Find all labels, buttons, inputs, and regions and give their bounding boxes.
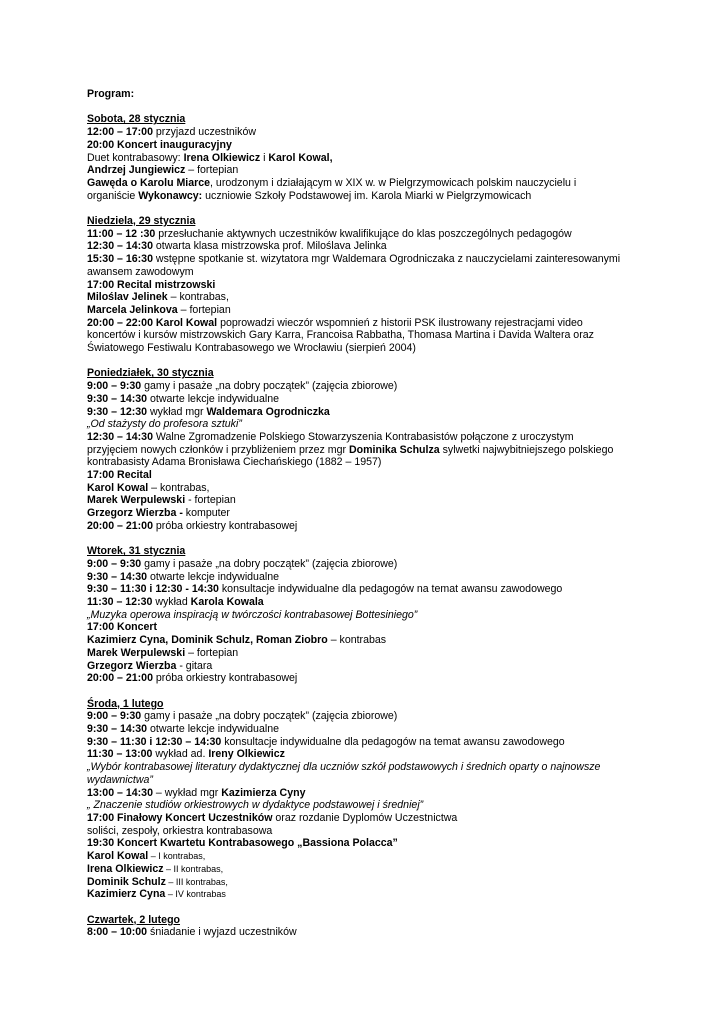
- schedule-line: [87, 431, 677, 444]
- schedule-line: [87, 736, 677, 749]
- schedule-line: [87, 228, 677, 241]
- text-segment: wstępne spotkanie st. wizytatora mgr Waldemara Ogrodniczaka z nauczycielami zainteresowanymi: [152, 253, 621, 266]
- bold-text: 20:00 Koncert inauguracyjny: [87, 138, 232, 151]
- text-segment: oraz rozdanie Dyplomów Uczestnictwa: [272, 812, 458, 824]
- schedule-line: [87, 444, 677, 457]
- text-segment: komputer: [182, 507, 230, 520]
- text-segment: – wykład mgr: [152, 786, 222, 799]
- bold-text: Miloślav Jelinek: [87, 291, 168, 304]
- schedule-line: [87, 126, 677, 139]
- schedule-line: [87, 291, 677, 304]
- bold-text: 12:00 – 17:00: [87, 126, 153, 139]
- text-segment: – II kontrabas,: [163, 863, 224, 874]
- text-segment: wykład ad.: [152, 748, 209, 761]
- text-segment: konsultacje indywidualne dla pedagogów na temat awansu zawodowego: [218, 583, 563, 596]
- bold-text: Grzegorz Wierzba -: [87, 507, 183, 520]
- day-heading: Czwartek, 2 lutego: [87, 913, 181, 926]
- schedule-line: [87, 799, 677, 812]
- text-segment: – kontrabas,: [148, 481, 210, 494]
- bold-text: Irena Olkiewicz: [87, 862, 164, 875]
- text-segment: konsultacje indywidualne dla pedagogów na temat awansu zawodowego: [221, 735, 565, 748]
- bold-text: 9:30 – 14:30: [87, 392, 148, 405]
- schedule-line: [87, 469, 677, 482]
- schedule-line: [87, 787, 677, 800]
- text-segment: awansem zawodowym: [87, 265, 194, 278]
- schedule-line: [87, 888, 677, 901]
- bold-text: 20:00 – 21:00: [87, 519, 153, 532]
- bold-text: 9:00 – 9:30: [87, 557, 142, 570]
- day-heading: Poniedziałek, 30 stycznia: [87, 367, 214, 380]
- text-segment: – fortepian: [177, 303, 231, 316]
- bold-text: Marcela Jelinkova: [87, 303, 178, 316]
- day-heading: Wtorek, 31 stycznia: [87, 545, 186, 558]
- text-segment: przyjazd uczestników: [152, 126, 257, 139]
- schedule-line: [87, 507, 677, 520]
- text-segment: koncertów i kursów mistrzowskich Gary Karra, Francoisa Rabbatha, Thomasa Martina i Davida Waltera oraz: [87, 329, 594, 342]
- bold-text: Wykonawcy:: [138, 189, 203, 202]
- day-section: [87, 545, 677, 685]
- schedule-line: [87, 190, 677, 203]
- schedule-line: [87, 279, 677, 292]
- schedule-line: [87, 926, 677, 939]
- text-segment: sylwetki najwybitniejszego polskiego: [439, 443, 614, 456]
- bold-text: 11:30 – 12:30: [87, 596, 153, 609]
- document-page: [87, 88, 677, 939]
- bold-text: Kazimierza Cyny: [221, 786, 306, 799]
- text-segment: – IV kontrabas: [165, 889, 226, 900]
- bold-text: 9:30 – 14:30: [87, 570, 148, 583]
- schedule-line: [87, 710, 677, 723]
- bold-text: Karol Kowal: [87, 850, 149, 863]
- bold-text: 19:30 Koncert Kwartetu Kontrabasowego „Bassiona Polacca”: [87, 837, 398, 850]
- text-segment: przesłuchanie aktywnych uczestników kwalifikujące do klas poszczególnych pedagogów: [155, 227, 572, 240]
- schedule-line: [87, 240, 677, 253]
- bold-text: 17:00 Finałowy Koncert Uczestników: [87, 812, 273, 824]
- text-segment: poprowadzi wieczór wspomnień z historii PSK ilustrowany rejestracjami video: [217, 316, 583, 329]
- text-segment: wykład mgr: [147, 405, 207, 418]
- bold-text: 17:00 Recital: [87, 469, 152, 482]
- bold-text: 17:00 Koncert: [87, 621, 158, 634]
- italic-text: „Od stażysty do profesora sztuki”: [87, 418, 242, 431]
- bold-text: 20:00 – 22:00 Karol Kowal: [87, 316, 218, 329]
- schedule-line: [87, 482, 677, 495]
- bold-text: 11:30 – 13:00: [87, 748, 153, 761]
- schedule-line: [87, 672, 677, 685]
- text-segment: otwarta klasa mistrzowska prof. Miloślava Jelinka: [152, 240, 387, 253]
- schedule-line: [87, 152, 677, 165]
- schedule-line: [87, 406, 677, 419]
- schedule-line: [87, 850, 677, 863]
- italic-text: „Muzyka operowa inspiracją w twórczości kontrabasowej Bottesiniego”: [87, 608, 418, 621]
- day-heading: Sobota, 28 stycznia: [87, 113, 186, 126]
- bold-text: Irena Olkiewicz: [183, 151, 261, 164]
- bold-text: Andrzej Jungiewicz: [87, 164, 186, 177]
- bold-text: Karol Kowal: [87, 481, 149, 494]
- schedule-line: [87, 456, 677, 469]
- text-segment: gamy i pasaże „na dobry początek” (zajęcia zbiorowe): [141, 380, 398, 393]
- text-segment: Duet kontrabasowy:: [87, 151, 184, 164]
- schedule-line: [87, 596, 677, 609]
- text-segment: otwarte lekcje indywidualne: [147, 723, 279, 736]
- bold-text: Kazimierz Cyna, Dominik Schulz, Roman Ziobro: [87, 634, 328, 647]
- bold-text: 20:00 – 21:00: [87, 672, 153, 685]
- schedule-line: [87, 253, 677, 266]
- bold-text: 9:30 – 14:30: [87, 723, 148, 736]
- text-segment: – kontrabas,: [167, 291, 229, 304]
- day-heading: Środa, 1 lutego: [87, 697, 164, 710]
- schedule-line: [87, 621, 677, 634]
- text-segment: wykład: [152, 596, 191, 609]
- schedule-line: [87, 177, 677, 190]
- bold-text: 12:30 – 14:30: [87, 240, 153, 253]
- bold-text: 13:00 – 14:30: [87, 786, 153, 799]
- bold-text: Karol Kowal,: [268, 151, 333, 164]
- italic-text: „Wybór kontrabasowej literatury dydaktycznej dla uczniów szkół podstawowych i średnich oparty o najnowsze: [87, 761, 601, 774]
- text-segment: – fortepian: [185, 164, 239, 177]
- text-segment: soliści, zespoły, orkiestra kontrabasowa: [87, 824, 273, 837]
- bold-text: 9:30 – 12:30: [87, 405, 148, 418]
- schedule-line: [87, 723, 677, 736]
- bold-text: Marek Werpulewski: [87, 646, 186, 659]
- schedule-line: [87, 876, 677, 889]
- text-segment: - fortepian: [185, 494, 236, 507]
- text-segment: – I kontrabas,: [148, 851, 206, 862]
- bold-text: 12:30 – 14:30: [87, 430, 153, 443]
- day-section: [87, 914, 677, 939]
- schedule-line: [87, 825, 677, 838]
- text-segment: otwarte lekcje indywidualne: [147, 570, 279, 583]
- schedule-line: [87, 317, 677, 330]
- schedule-line: [87, 266, 677, 279]
- text-segment: Światowego Festiwalu Kontrabasowego we Wrocławiu (sierpień 2004): [87, 342, 416, 355]
- bold-text: 9:00 – 9:30: [87, 710, 142, 723]
- schedule-line: [87, 418, 677, 431]
- schedule-line: [87, 494, 677, 507]
- schedule-line: [87, 558, 677, 571]
- text-segment: – III kontrabas,: [165, 876, 228, 887]
- text-segment: i: [260, 151, 269, 164]
- bold-text: 8:00 – 10:00: [87, 926, 148, 939]
- text-segment: przyjęciem nowych członków i przybliżeniem przez mgr: [87, 443, 349, 456]
- schedule-line: [87, 812, 677, 825]
- day-section: [87, 698, 677, 901]
- text-segment: gamy i pasaże „na dobry początek” (zajęcia zbiorowe): [141, 710, 398, 723]
- schedule-line: [87, 583, 677, 596]
- bold-text: 9:00 – 9:30: [87, 380, 142, 393]
- schedule-line: [87, 571, 677, 584]
- schedule-line: [87, 164, 677, 177]
- text-segment: – fortepian: [185, 646, 239, 659]
- bold-text: Waldemara Ogrodniczka: [206, 405, 330, 418]
- schedule-line: [87, 647, 677, 660]
- schedule-line: [87, 380, 677, 393]
- schedule-line: [87, 748, 677, 761]
- text-segment: Walne Zgromadzenie Polskiego Stowarzyszenia Kontrabasistów połączone z uroczystym: [152, 430, 574, 443]
- bold-text: 9:30 – 11:30 i 12:30 - 14:30: [87, 583, 219, 596]
- text-segment: śniadanie i wyjazd uczestników: [147, 926, 297, 939]
- text-segment: próba orkiestry kontrabasowej: [152, 519, 298, 532]
- schedule-line: [87, 660, 677, 673]
- schedule-line: [87, 837, 677, 850]
- day-section: [87, 113, 677, 202]
- bold-text: Ireny Olkiewicz: [208, 748, 285, 761]
- schedule-line: [87, 304, 677, 317]
- bold-text: 17:00 Recital mistrzowski: [87, 278, 216, 291]
- bold-text: Marek Werpulewski: [87, 494, 186, 507]
- schedule-line: [87, 634, 677, 647]
- schedule-line: [87, 520, 677, 533]
- text-segment: próba orkiestry kontrabasowej: [152, 672, 298, 685]
- schedule-line: [87, 863, 677, 876]
- text-segment: organiście: [87, 189, 139, 202]
- bold-text: Kazimierz Cyna: [87, 888, 166, 901]
- text-segment: , urodzonym i działającym w XIX w. w Pielgrzymowicach polskim nauczycielu i: [210, 176, 577, 189]
- schedule-line: [87, 329, 677, 342]
- text-segment: kontrabasisty Adama Bronisława Ciechańskiego (1882 – 1957): [87, 456, 382, 469]
- day-section: [87, 367, 677, 532]
- bold-text: 15:30 – 16:30: [87, 253, 153, 266]
- schedule-line: [87, 342, 677, 355]
- schedule-line: [87, 761, 677, 774]
- bold-text: Grzegorz Wierzba: [87, 659, 177, 672]
- schedule-line: [87, 774, 677, 787]
- schedule-line: [87, 139, 677, 152]
- italic-text: „ Znaczenie studiów orkiestrowych w dydaktyce podstawowej i średniej”: [87, 799, 424, 812]
- day-heading: Niedziela, 29 stycznia: [87, 215, 196, 227]
- schedule-line: [87, 609, 677, 622]
- bold-text: Gawęda o Karolu Miarce: [87, 176, 211, 189]
- text-segment: gamy i pasaże „na dobry początek” (zajęcia zbiorowe): [141, 557, 398, 570]
- schedule: [87, 113, 677, 939]
- text-segment: otwarte lekcje indywidualne: [147, 392, 279, 405]
- text-segment: uczniowie Szkoły Podstawowej im. Karola Miarki w Pielgrzymowicach: [202, 189, 532, 202]
- bold-text: Dominika Schulza: [348, 443, 440, 456]
- program-title: Program:: [87, 88, 135, 100]
- bold-text: Karola Kowala: [190, 596, 264, 609]
- day-section: [87, 215, 677, 355]
- schedule-line: [87, 393, 677, 406]
- italic-text: wydawnictwa”: [87, 773, 153, 786]
- bold-text: 11:00 – 12 :30: [87, 227, 156, 240]
- text-segment: - gitara: [176, 659, 213, 672]
- bold-text: 9:30 – 11:30 i 12:30 – 14:30: [87, 735, 222, 748]
- text-segment: – kontrabas: [327, 634, 387, 647]
- bold-text: Dominik Schulz: [87, 875, 166, 888]
